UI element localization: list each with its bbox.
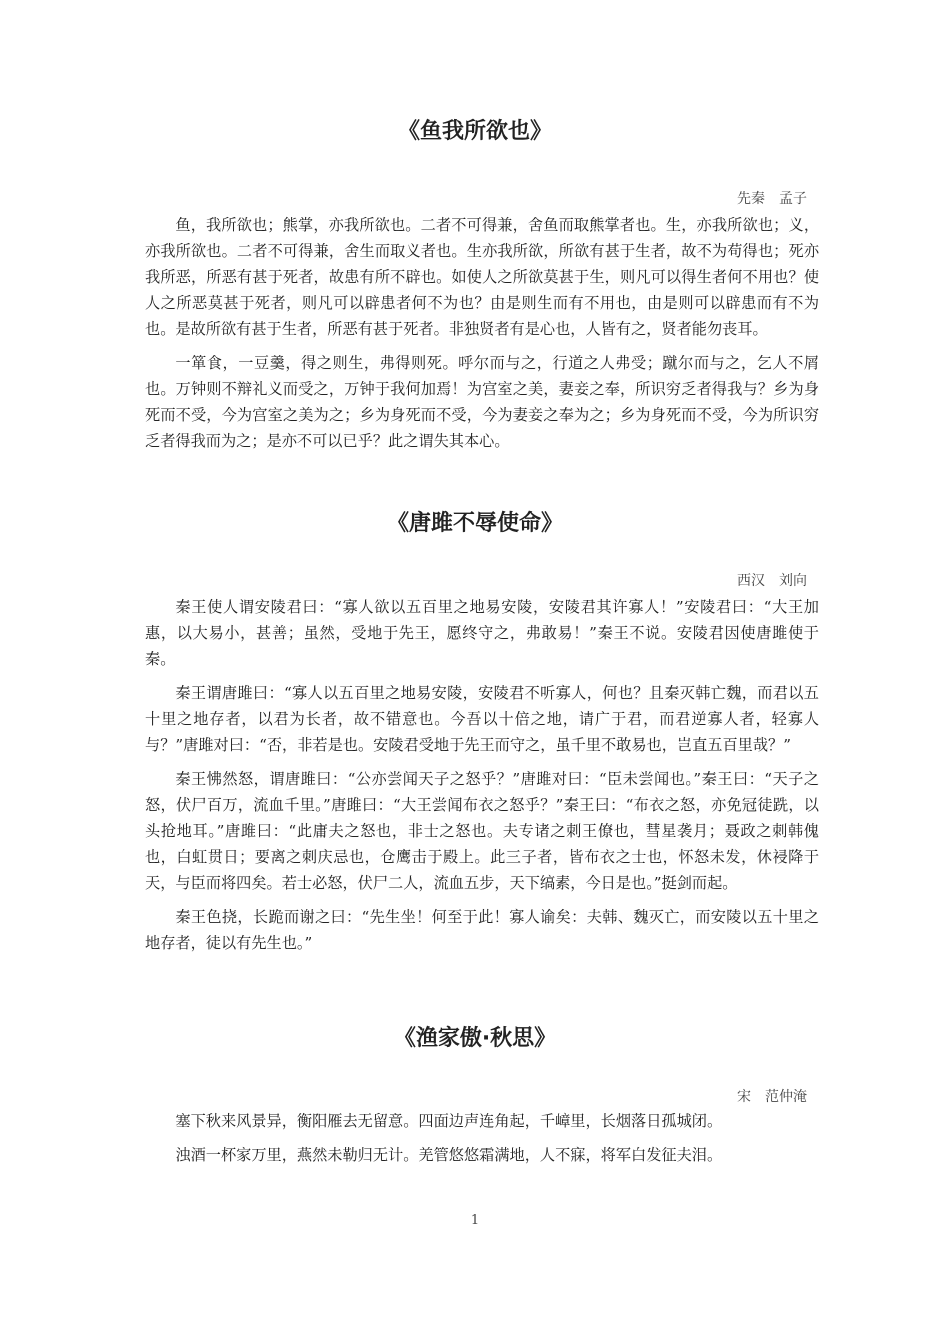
section-author: 先秦 孟子 <box>737 191 807 207</box>
paragraph: 浊酒一杯家万里，燕然未勒归无计。羌管悠悠霜满地，人不寐，将军白发征夫泪。 <box>175 1146 723 1164</box>
section-body <box>145 1108 819 1176</box>
paragraph: 秦王使人谓安陵君曰：“寡人欲以五百里之地易安陵，安陵君其许寡人！”安陵君曰：“大王加惠，以大易小，甚善；虽然，受地于先王，愿终守之，弗敢易！”秦王不说。安陵君因使唐雎使于秦。 <box>145 598 819 668</box>
paragraph: 秦王色挠，长跪而谢之曰：“先生坐！何至于此！寡人谕矣：夫韩、魏灭亡，而安陵以五十里之地存者，徒以有先生也。” <box>145 908 819 952</box>
page-number: 1 <box>470 1213 480 1228</box>
paragraph: 塞下秋来风景异，衡阳雁去无留意。四面边声连角起，千嶂里，长烟落日孤城闭。 <box>175 1112 723 1130</box>
section-author: 宋 范仲淹 <box>737 1089 807 1105</box>
section-author: 西汉 刘向 <box>737 573 807 589</box>
section-title: 《鱼我所欲也》 <box>397 119 552 144</box>
paragraph: 秦王谓唐雎曰：“寡人以五百里之地易安陵，安陵君不听寡人，何也？且秦灭韩亡魏，而君以五十里之地存者，以君为长者，故不错意也。今吾以十倍之地，请广于君，而君逆寡人者，轻寡人与？”唐雎对曰：“否，非若是也。安陵君受地于先王而守之，虽千里不敢易也，岂直五百里哉？” <box>145 684 819 754</box>
section-body <box>145 594 819 964</box>
paragraph: 一箪食，一豆羹，得之则生，弗得则死。呼尔而与之，行道之人弗受；蹴尔而与之，乞人不屑也。万钟则不辩礼义而受之，万钟于我何加焉！为宫室之美，妻妾之奉，所识穷乏者得我与？乡为身死而不受，今为宫室之美为之；乡为身死而不受，今为妻妾之奉为之；乡为身死而不受，今为所识穷乏者得我而为之；是亦不可以已乎？此之谓失其本心。 <box>145 354 819 450</box>
paragraph: 鱼，我所欲也；熊掌，亦我所欲也。二者不可得兼，舍鱼而取熊掌者也。生，亦我所欲也；义，亦我所欲也。二者不可得兼，舍生而取义者也。生亦我所欲，所欲有甚于生者，故不为苟得也；死亦我所恶，所恶有甚于死者，故患有所不辟也。如使人之所欲莫甚于生，则凡可以得生者何不用也？使人之所恶莫甚于死者，则凡可以辟患者何不为也？由是则生而有不用也，由是则可以辟患而有不为也。是故所欲有甚于生者，所恶有甚于死者。非独贤者有是心也，人皆有之，贤者能勿丧耳。 <box>145 216 819 338</box>
section-title: 《唐雎不辱使命》 <box>386 511 563 536</box>
section-title: 《渔家傲·秋思》 <box>393 1026 557 1051</box>
paragraph: 秦王怫然怒，谓唐雎曰：“公亦尝闻天子之怒乎？”唐雎对曰：“臣未尝闻也。”秦王曰：“天子之怒，伏尸百万，流血千里。”唐雎曰：“大王尝闻布衣之怒乎？”秦王曰：“布衣之怒，亦免冠徒跣，以头抢地耳。”唐雎曰：“此庸夫之怒也，非士之怒也。夫专诸之刺王僚也，彗星袭月；聂政之刺韩傀也，白虹贯日；要离之刺庆忌也，仓鹰击于殿上。此三子者，皆布衣之士也，怀怒未发，休祲降于天，与臣而将四矣。若士必怒，伏尸二人，流血五步，天下缟素，今日是也。”挺剑而起。 <box>145 770 819 892</box>
section-body <box>145 212 819 462</box>
